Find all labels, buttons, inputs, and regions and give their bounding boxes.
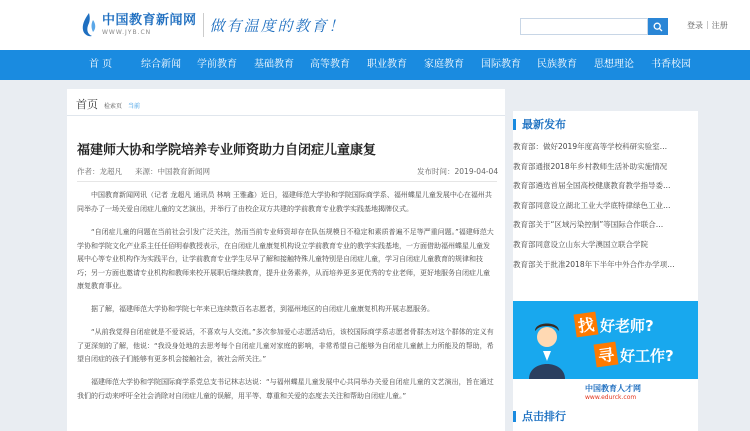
latest-header	[513, 117, 566, 131]
logo-name: 中国教育新闻网	[102, 13, 197, 28]
list-item[interactable]: 教育部关于“区域污染控制”等国际合作联合…	[513, 220, 664, 230]
breadcrumb-section[interactable]: 检索页	[104, 103, 123, 110]
article-paragraph: “从前我觉得自闭症就是不爱说话，不喜欢与人交流。”多次参加爱心志愿活动后，该校国际商学系志愿者骨群杰对这个群体的定义有了更深刻的了解，他说：“我设身处地的去思考每个自闭症儿童对家庭的影响，非常希望自己能够为自闭症儿童献上力所能及的帮助，希望自闭症的孩子们能够有更多机会接触社会，被社会所关注。”	[77, 328, 494, 363]
login-link[interactable]: 登录	[687, 21, 703, 30]
search-input[interactable]	[520, 18, 648, 35]
banner-line-1	[575, 313, 654, 336]
sidebar	[513, 111, 698, 431]
list-item[interactable]: 教育部同意设立山东大学澳国立联合学院	[513, 239, 648, 249]
banner-seek: 寻	[594, 342, 619, 368]
nav-item-basic[interactable]: 基础教育	[254, 59, 294, 70]
rank-title: 点击排行	[522, 410, 566, 423]
latest-list	[513, 137, 698, 274]
banner-brand	[585, 383, 641, 401]
rank-header	[513, 409, 566, 423]
nav-item-vocational[interactable]: 职业教育	[367, 59, 407, 70]
article-panel	[67, 89, 505, 431]
article-paragraph: “自闭症儿童的问题在当前社会引发广泛关注，然而当前专业师资却存在队伍规模日不稳定和素质普遍不足等严重问题。”福建师范大学协和学院文化产业系主任任佰明春教授表示，在自闭症儿童康复机构设立学前教育专业的教学实践基地，一方面借助福州蝶星儿童发展中心等专业机构作为实践平台，让学前教育专业学生尽早了解和接触特殊儿童特别是自闭症儿童，学习自闭症儿童教育的规律和技巧；另一方面也邀请专业机构和教师来校开展职后继续教育，提升业务素养，从而培养更多更优秀的专业老师，更好地服务自闭症儿童康复教育事业。	[77, 228, 494, 290]
list-item[interactable]: 教育部关于批准2018年下半年中外合作办学项…	[513, 259, 675, 269]
banner-find: 找	[574, 312, 599, 338]
auth-separator: |	[706, 20, 709, 29]
nav-item-international[interactable]: 国际教育	[481, 59, 521, 70]
nav-item-news[interactable]: 综合新闻	[141, 59, 181, 70]
list-item[interactable]: 教育部同意设立湖北工业大学底特律绿色工业…	[513, 200, 671, 210]
search-button[interactable]	[648, 18, 668, 35]
article-date: 发布时间：2019-04-04	[417, 167, 499, 176]
header-accent-bar	[513, 119, 516, 130]
banner-good-teacher: 好老师?	[600, 317, 654, 335]
nav-item-higher[interactable]: 高等教育	[310, 59, 350, 70]
article-title: 福建师大协和学院培养专业师资助力自闭症儿童康复	[77, 143, 377, 158]
article-author: 作者：龙超凡	[77, 167, 122, 176]
banner-line-2	[595, 343, 674, 366]
article-paragraph: 中国教育新闻网讯（记者 龙超凡 通讯员 林响 王雅鑫）近日，福建师范大学协和学院国际商学系、福州蝶星儿童发展中心在福州共同举办了一场关爱自闭症儿童的文艺演出，并举行了由校企双方共建的学前教育专业教学实践基地揭牌仪式。	[77, 191, 492, 213]
list-item[interactable]: 教育部遴选首届全国高校健康教育教学指导委…	[513, 181, 671, 191]
list-item[interactable]: 教育部通报2018年乡村教师生活补助实施情况	[513, 161, 668, 171]
header-accent-bar	[513, 411, 516, 422]
logo-flame-icon	[80, 12, 98, 38]
main-nav	[0, 50, 750, 80]
article-source: 来源：中国教育新闻网	[135, 167, 210, 176]
nav-item-ethnic[interactable]: 民族教育	[537, 59, 577, 70]
register-link[interactable]: 注册	[711, 21, 728, 30]
site-logo[interactable]	[80, 10, 346, 40]
nav-item-preschool[interactable]: 学前教育	[197, 59, 237, 70]
breadcrumb	[76, 96, 496, 112]
nav-item-home[interactable]: 首 页	[89, 59, 113, 70]
search-icon	[653, 22, 663, 32]
nav-item-family[interactable]: 家庭教育	[424, 59, 464, 70]
logo-divider	[203, 13, 204, 37]
nav-item-campus[interactable]: 书香校园	[651, 59, 691, 70]
recruit-banner[interactable]	[513, 301, 698, 407]
banner-good-job: 好工作?	[620, 347, 674, 365]
article-paragraph: 据了解，福建师范大学协和学院七年来已连续数百名志愿者，到福州地区的自闭症儿童康复机构开展志愿服务。	[91, 305, 434, 313]
banner-brand-name: 中国教育人才网	[585, 384, 641, 393]
nav-item-theory[interactable]: 思想理论	[594, 59, 634, 70]
breadcrumb-current: 当前	[128, 103, 141, 110]
breadcrumb-divider	[67, 115, 505, 116]
list-item[interactable]: 教育部：做好2019年度高等学校科研实验室…	[513, 142, 668, 151]
site-slogan: 做有温度的教育！	[209, 16, 346, 35]
banner-brand-url: www.edurck.com	[585, 394, 637, 401]
site-header	[0, 0, 750, 50]
auth-links	[687, 20, 728, 31]
article-paragraph: 福建师范大学协和学院国际商学系党总支书记林志达说：“与福州蝶星儿童发展中心共同举办关爱自闭症儿童的文艺演出，旨在通过我们的行动来呼吁全社会消除对自闭症儿童的误解，用平等、尊重和关爱的态度去关注和帮助自闭症儿童。”	[77, 378, 494, 400]
meta-divider	[77, 181, 497, 182]
latest-title: 最新发布	[522, 118, 566, 131]
breadcrumb-home[interactable]: 首页	[76, 98, 98, 111]
logo-url: WWW.JYB.CN	[102, 29, 152, 36]
